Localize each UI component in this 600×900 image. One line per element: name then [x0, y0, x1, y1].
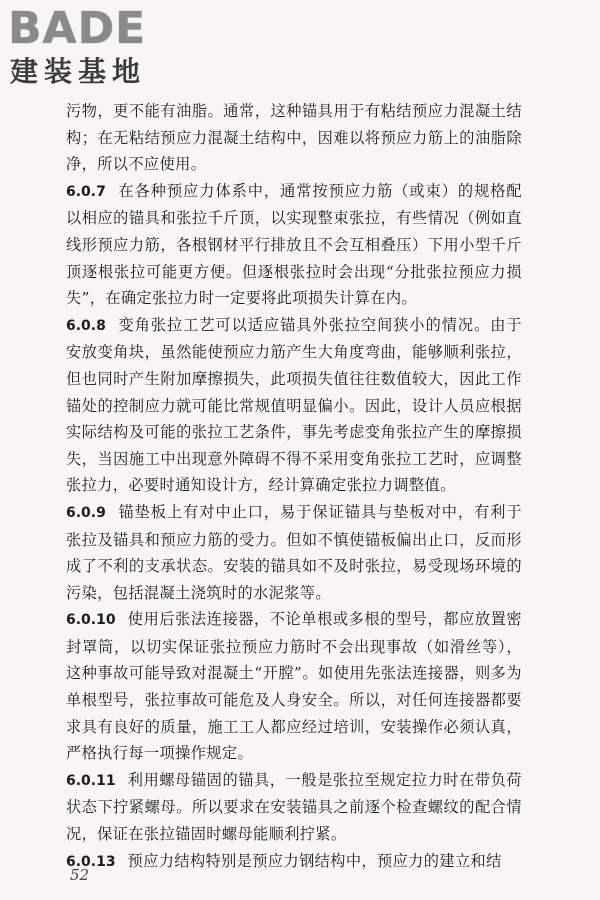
logo-brand-text: BADE: [8, 3, 147, 54]
clause-6-0-11: [66, 767, 522, 848]
clause-6-0-10: [66, 606, 522, 767]
document-body: [66, 98, 522, 875]
paragraph-text: 锚垫板上有对中止口，易于保证锚具与垫板对中，有利于张拉及锚具和预应力筋的受力。但如不慎使锚板偏出止口，反而形成了不利的支承状态。安装的锚具如不及时张拉，易受现场环境的污染，包括混凝土浇筑时的水泥浆等。: [66, 502, 522, 602]
paragraph-text: 污物，更不能有油脂。通常，这种锚具用于有粘结预应力混凝土结构；在无粘结预应力混凝土结构中，因难以将预应力筋上的油脂除净，所以不应使用。: [66, 102, 522, 174]
paragraph-text: 利用螺母锚固的锚具，一般是张拉至规定拉力时在带负荷状态下拧紧螺母。所以要求在安装锚具之前逐个检查螺纹的配合情况，保证在张拉锚固时螺母能顺利拧紧。: [66, 770, 522, 844]
clause-number: 6.0.7: [66, 183, 106, 200]
clause-6-0-7: [66, 178, 522, 312]
bade-logo: [8, 3, 178, 90]
paragraph-continuation: [66, 98, 522, 178]
clause-6-0-9: [66, 499, 522, 606]
logo-subtitle: 建装基地: [10, 55, 147, 88]
clause-number: 6.0.8: [66, 317, 106, 334]
clause-6-0-8: [66, 312, 522, 499]
clause-6-0-13: [66, 848, 522, 876]
clause-number: 6.0.9: [66, 504, 106, 521]
page-number: 52: [70, 866, 90, 884]
clause-number: 6.0.10: [66, 612, 116, 629]
paragraph-text: 预应力结构特别是预应力钢结构中，预应力的建立和结: [127, 851, 502, 870]
paragraph-text: 变角张拉工艺可以适应锚具外张拉空间狭小的情况。由于安放变角块，虽然能使预应力筋产生大角度弯曲，能够顺利张拉，但也同时产生附加摩擦损失，此项损失值往往数值较大，因此工作锚处的控制应力就可能比常规值明显偏小。因此，设计人员应根据实际结构及可能的张拉工艺条件，事先考虑变角张拉产生的摩擦损失，当因施工中出现意外障碍不得不采用变角张拉工艺时，应调整张拉力，必要时通知设计方，经计算确定张拉力调整值。: [66, 315, 522, 495]
paragraph-text: 使用后张法连接器，不论单根或多根的型号，都应放置密封罩筒，以切实保证张拉预应力筋时不会出现事故（如滑丝等），这种事故可能导致对混凝土“开膛”。如使用先张法连接器，则多为单根型号，张拉事故可能危及人身安全。所以，对任何连接器都要求具有良好的质量，施工工人都应经过培训，安装操作必须认真，严格执行每一项操作规定。: [66, 610, 522, 763]
paragraph-text: 在各种预应力体系中，通常按预应力筋（或束）的规格配以相应的锚具和张拉千斤顶，以实现整束张拉，有些情况（例如直线形预应力筋，各根钢材平行排放且不会互相叠压）下用小型千斤顶逐根张拉可能更方便。但逐根张拉时会出现“分批张拉预应力损失”，在确定张拉力时一定要将此项损失计算在内。: [66, 181, 522, 308]
clause-number: 6.0.13: [66, 853, 116, 870]
clause-number: 6.0.11: [66, 772, 116, 789]
